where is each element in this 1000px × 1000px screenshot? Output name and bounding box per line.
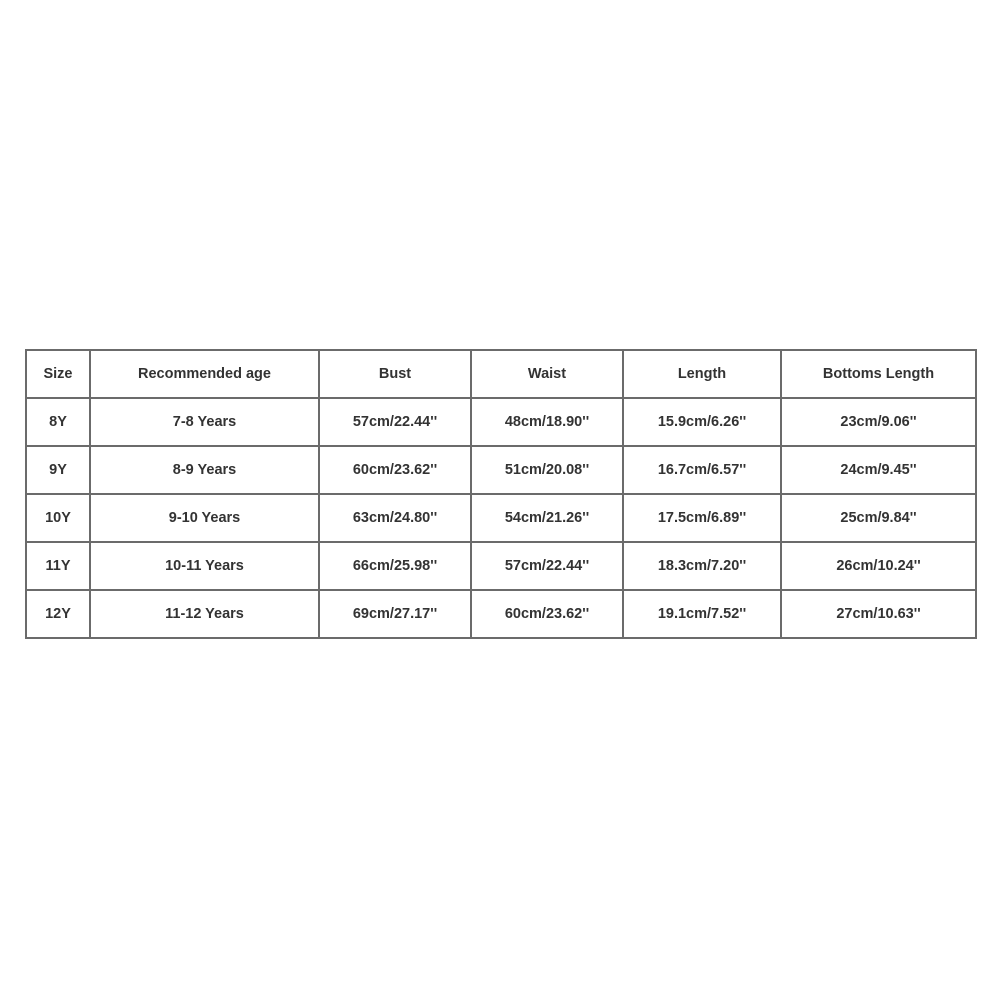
cell-size: 8Y [26,398,90,446]
cell-size: 12Y [26,590,90,638]
header-recommended-age: Recommended age [90,350,319,398]
cell-length: 16.7cm/6.57'' [623,446,781,494]
cell-length: 18.3cm/7.20'' [623,542,781,590]
table-row [26,590,976,638]
cell-length: 19.1cm/7.52'' [623,590,781,638]
cell-recommended-age: 10-11 Years [90,542,319,590]
table-body [26,398,976,638]
cell-waist: 60cm/23.62'' [471,590,623,638]
cell-waist: 51cm/20.08'' [471,446,623,494]
header-row [26,350,976,398]
cell-bottoms-length: 26cm/10.24'' [781,542,976,590]
cell-bust: 63cm/24.80'' [319,494,471,542]
cell-recommended-age: 7-8 Years [90,398,319,446]
cell-length: 15.9cm/6.26'' [623,398,781,446]
table-row [26,398,976,446]
cell-waist: 48cm/18.90'' [471,398,623,446]
cell-recommended-age: 11-12 Years [90,590,319,638]
size-chart-table [25,349,977,639]
cell-waist: 54cm/21.26'' [471,494,623,542]
header-bust: Bust [319,350,471,398]
header-waist: Waist [471,350,623,398]
cell-bottoms-length: 27cm/10.63'' [781,590,976,638]
table-row [26,542,976,590]
cell-size: 11Y [26,542,90,590]
cell-waist: 57cm/22.44'' [471,542,623,590]
cell-length: 17.5cm/6.89'' [623,494,781,542]
cell-bust: 57cm/22.44'' [319,398,471,446]
cell-bust: 66cm/25.98'' [319,542,471,590]
cell-size: 10Y [26,494,90,542]
cell-bust: 60cm/23.62'' [319,446,471,494]
header-bottoms-length: Bottoms Length [781,350,976,398]
cell-bottoms-length: 23cm/9.06'' [781,398,976,446]
header-size: Size [26,350,90,398]
cell-bottoms-length: 24cm/9.45'' [781,446,976,494]
table-header [26,350,976,398]
cell-recommended-age: 9-10 Years [90,494,319,542]
cell-size: 9Y [26,446,90,494]
cell-recommended-age: 8-9 Years [90,446,319,494]
cell-bust: 69cm/27.17'' [319,590,471,638]
header-length: Length [623,350,781,398]
table-row [26,446,976,494]
table-row [26,494,976,542]
cell-bottoms-length: 25cm/9.84'' [781,494,976,542]
